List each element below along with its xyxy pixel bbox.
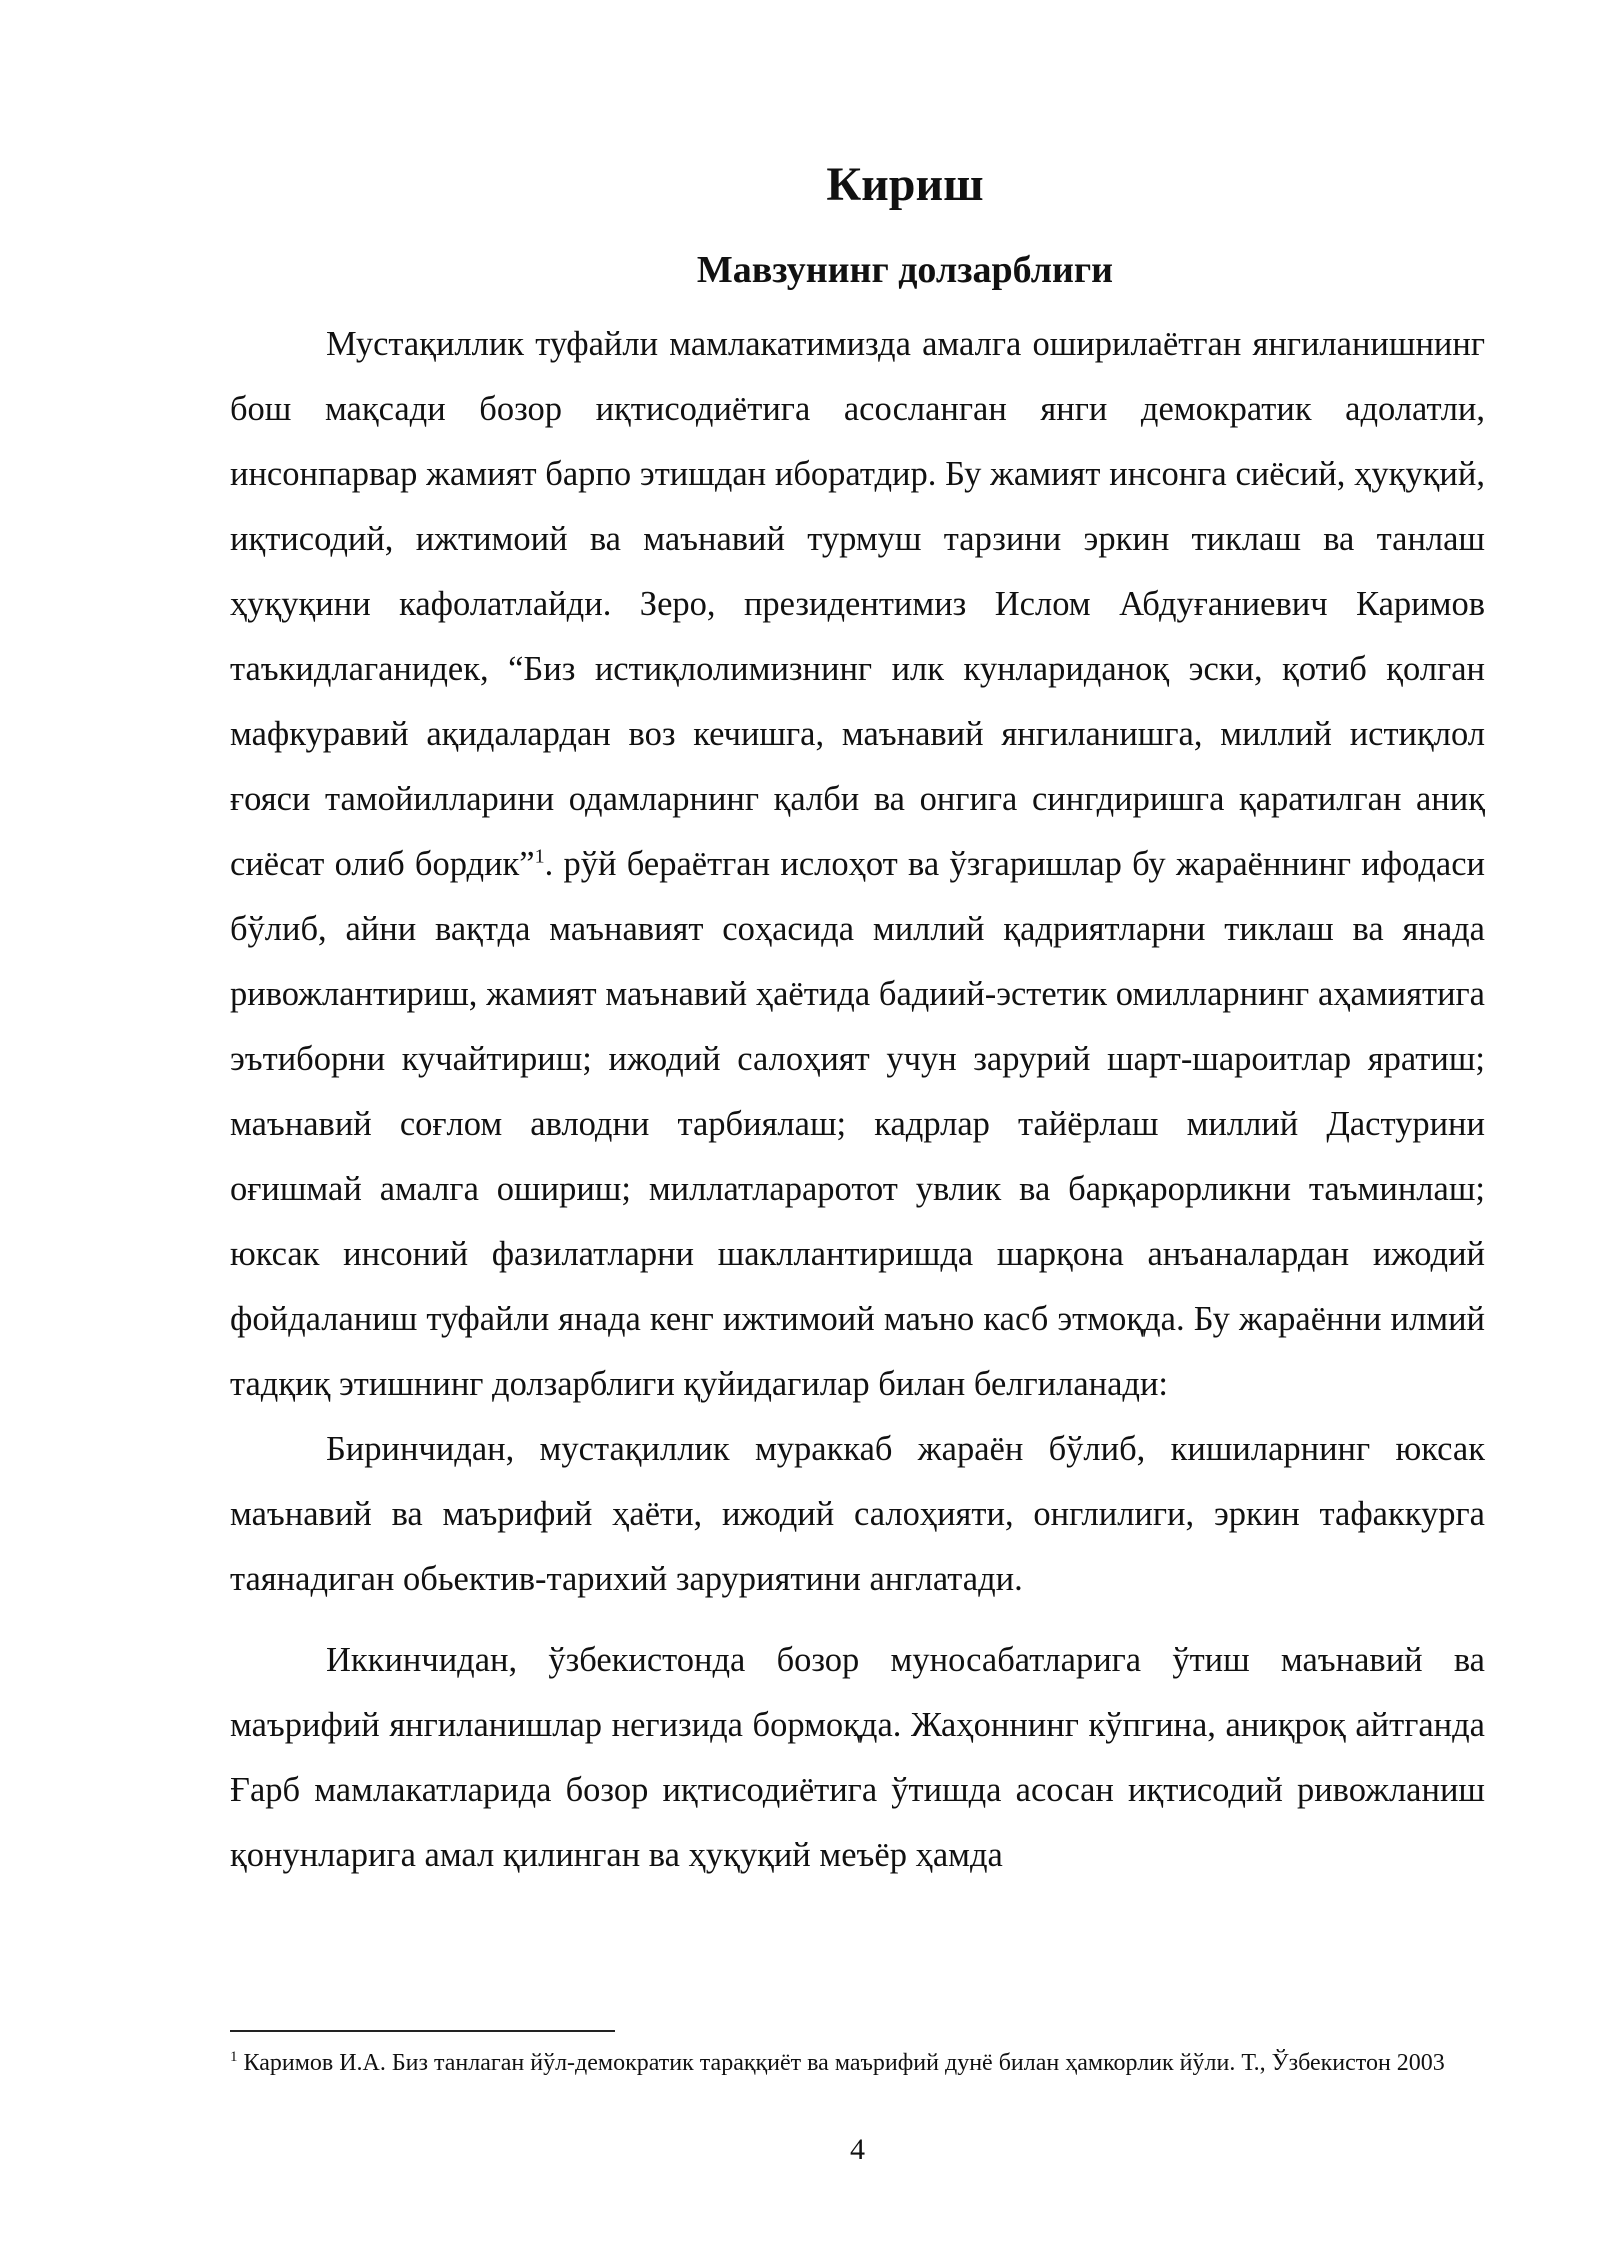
footnote xyxy=(230,2047,1485,2079)
section-subtitle: Мавзунинг долзарблиги xyxy=(696,249,1114,291)
page-title: Кириш xyxy=(826,158,984,211)
paragraph-2: Биринчидан, мустақиллик мураккаб жараён бўлиб, кишиларнинг юксак маънавий ва маърифий ҳаёти, ижодий салоҳияти, онглилиги, эркин тафаккурга таянадиган обьектив-тарихий заруриятини англатади. xyxy=(230,1430,1485,1598)
footnote-text: Каримов И.А. Биз танлаган йўл-демократик тараққиёт ва маърифий дунё билан ҳамкорлик йўли. Т., Ўзбекистон 2003 xyxy=(237,2050,1445,2076)
footnote-number: 1 xyxy=(230,2049,238,2065)
footnote-separator xyxy=(230,2030,615,2032)
paragraph-1-part-1: Мустақиллик туфайли мамлакатимизда амалга оширилаётган янгиланишнинг бош мақсади бозор иқтисодиётига асосланган янги демократик адолатли, инсонпарвар жамият барпо этишдан иборатдир. Бу жамият инсонга сиёсий, ҳуқуқий, иқтисодий, ижтимоий ва маънавий турмуш тарзини эркин тиклаш ва танлаш ҳуқуқини кафолатлайди. Зеро, президентимиз Ислом Абдуғаниевич Каримов таъкидлаганидек, “Биз истиқлолимизнинг илк кунлариданоқ эски, қотиб қолган мафкуравий ақидалардан воз кечишга, маънавий янгиланишга, миллий истиқлол ғояси тамойилларини одамларнинг қалби ва онгига сингдиришга қаратилган аниқ сиёсат олиб бордик” xyxy=(230,325,1485,883)
body-text xyxy=(230,312,1485,1888)
paragraph-3: Иккинчидан, ўзбекистонда бозор муносабатларига ўтиш маънавий ва маърифий янгиланишлар негизида бормоқда. Жаҳоннинг кўпгина, аниқроқ айтганда Ғарб мамлакатларида бозор иқтисодиётига ўтишда асосан иқтисодий ривожланиш қонунларига амал қилинган ва ҳуқуқий меъёр ҳамда xyxy=(230,1641,1485,1874)
paragraph-1-part-2: . рўй бераётган ислоҳот ва ўзгаришлар бу жараённинг ифодаси бўлиб, айни вақтда маънавият соҳасида миллий қадриятларни тиклаш ва янада ривожлантириш, жамият маънавий ҳаётида бадиий-эстетик омилларнинг аҳамиятига эътиборни кучайтириш; ижодий салоҳият учун зарурий шарт-шароитлар яратиш; маънавий соғлом авлодни тарбиялаш; кадрлар тайёрлаш миллий Дастурини оғишмай амалга ошириш; миллатлараротот увлик ва барқарорликни таъминлаш; юксак инсоний фазилатларни шакллантиришда шарқона анъаналардан ижодий фойдаланиш туфайли янада кенг ижтимоий маъно касб этмоқда. Бу жараённи илмий тадқиқ этишнинг долзарблиги қуйидагилар билан белгиланади: xyxy=(230,845,1485,1403)
footnote-reference: 1 xyxy=(534,845,545,868)
page-number: 4 xyxy=(850,2133,865,2166)
paragraph-1 xyxy=(230,312,1485,1417)
